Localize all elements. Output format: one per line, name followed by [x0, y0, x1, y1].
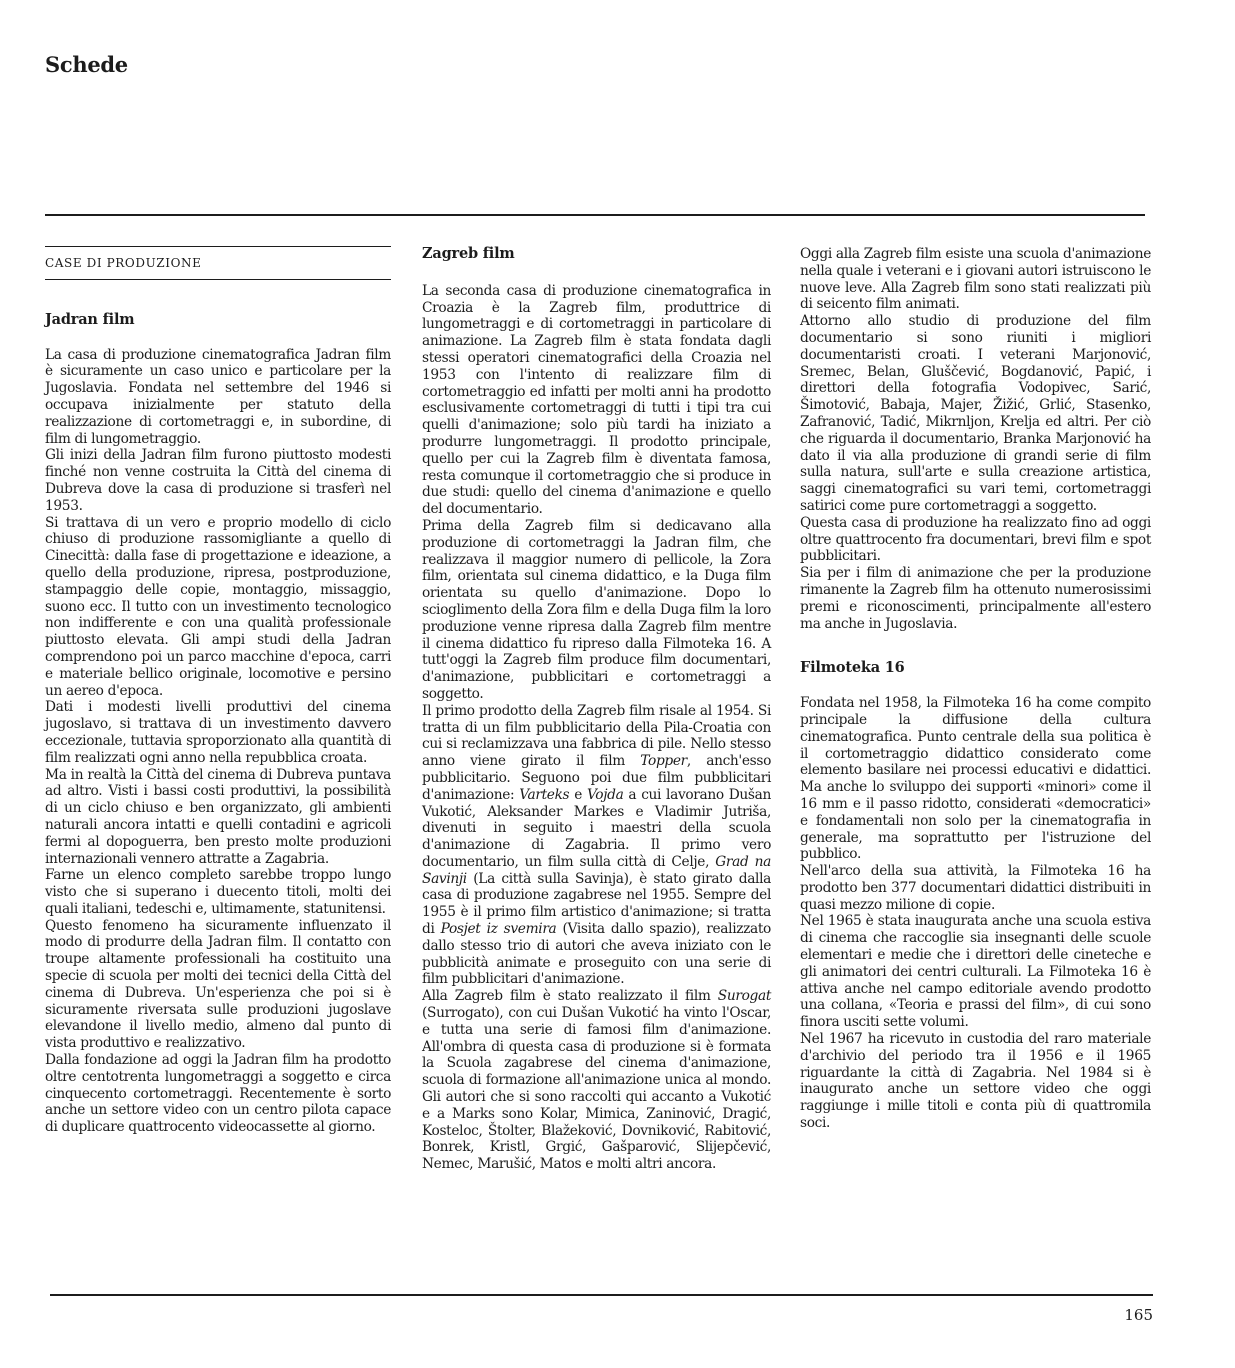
paragraph: Ma in realtà la Città del cinema di Dubreva puntava ad altro. Visti i bassi costi produttivi, la possibilità di un ciclo chiuso e ben organizzato, gli ambienti naturali ancora intatti e quelli contadini e agricoli fermi al dopoguerra, ben presto molte produzioni internazionali vennero attratte a Zagabria.: [45, 766, 391, 867]
paragraph: Dati i modesti livelli produttivi del cinema jugoslavo, si trattava di un investimento davvero eccezionale, tuttavia sproporzionato alla quantità di film realizzati ogni anno nella repubblica croata.: [45, 699, 391, 766]
page-number: 165: [1124, 1306, 1153, 1324]
heading-jadran-film: Jadran film: [45, 310, 135, 328]
text-run: (Surrogato), con cui Dušan Vukotić ha vinto l'Oscar, e tutta una serie di famosi film d'animazione. All'ombra di questa casa di produzione si è formata la Scuola zagabrese del cinema d'animazione, scuola di formazione all'animazione unica al mondo. Gli autori che si sono raccolti qui accanto a Vukotić e a Marks sono Kolar, Mimica, Zaninović, Dragić, Kosteloc, Štolter, Blažeković, Dovniković, Rabitović, Bonrek, Kristl, Grgić, Gašparović, Slijepčević, Nemec, Marušić, Matos e molti altri ancora.: [422, 1005, 771, 1173]
paragraph: Nel 1965 è stata inaugurata anche una scuola estiva di cinema che raccoglie sia insegnanti delle scuole elementari e medie che i direttori delle cineteche e gli animatori dei centri culturali. La Filmoteka 16 è attiva anche nel campo editoriale avendo prodotto una collana, «Teoria e prassi del film», di cui sono finora usciti sette volumi.: [800, 913, 1151, 1031]
paragraph: Farne un elenco completo sarebbe troppo lungo visto che si superano i duecento titoli, molti dei quali italiani, tedeschi e, ultimamente, statunitensi.: [45, 867, 391, 917]
column-right: [800, 246, 1151, 1132]
column-middle: [422, 246, 771, 1173]
paragraph: Oggi alla Zagreb film esiste una scuola d'animazione nella quale i veterani e i giovani autori istruiscono le nuove leve. Alla Zagreb film sono stati realizzati più di seicento film animati.: [800, 246, 1151, 313]
paragraph: Fondata nel 1958, la Filmoteka 16 ha come compito principale la diffusione della cultura cinematografica. Punto centrale della sua politica è il cortometraggio didattico considerato come elemento basilare nei processi educativi e didattici. Ma anche lo sviluppo dei supporti «minori» come il 16 mm e il passo ridotto, considerati «democratici» e fondamentali non solo per la cinematografia in generale, ma soprattutto per l'istruzione del pubblico.: [800, 695, 1151, 863]
paragraph: Gli inizi della Jadran film furono piuttosto modesti finché non venne costruita la Città del cinema di Dubreva dove la casa di produzione si trasferì nel 1953.: [45, 447, 391, 514]
paragraph: La casa di produzione cinematografica Jadran film è sicuramente un caso unico e particolare per la Jugoslavia. Fondata nel settembre del 1946 si occupava inizialmente per statuto della realizzazione di cortometraggi e, in subordine, di film di lungometraggio.: [45, 346, 391, 447]
text-run: Alla Zagreb film è stato realizzato il film: [422, 988, 718, 1005]
paragraph: Dalla fondazione ad oggi la Jadran film ha prodotto oltre centotrenta lungometraggi a soggetto e circa cinquecento cortometraggi. Recentemente è sorto anche un settore video con un centro pilota capace di duplicare quattrocento videocassette al giorno.: [45, 1052, 391, 1136]
heading-zagreb-film: Zagreb film: [422, 245, 515, 262]
section-label: CASE DI PRODUZIONE: [45, 246, 391, 280]
heading-filmoteka-16: Filmoteka 16: [800, 659, 905, 677]
text-run: a cui lavorano Dušan Vukotić, Aleksander Markes e Vladimir Jutriša, divenuti in seguito i maestri della scuola d'animazione di Zagabria. Il primo vero documentario, un film sulla città di Celje,: [422, 786, 771, 870]
paragraph: Nel 1967 ha ricevuto in custodia del raro materiale d'archivio del periodo tra il 1956 e il 1965 riguardante la città di Zagabria. Nel 1984 si è inaugurato anche un settore video che oggi raggiunge i mille titoli e conta più di quattromila soci.: [800, 1031, 1151, 1132]
text-run: e: [569, 786, 587, 803]
paragraph: La seconda casa di produzione cinematografica in Croazia è la Zagreb film, produttrice di lungometraggi e di cortometraggi in particolare di animazione. La Zagreb film è stata fondata dagli stessi operatori cinematografici della Croazia nel 1953 con l'intento di realizzare film di cortometraggio ed infatti per molti anni ha prodotto esclusivamente cortometraggi di tutti i tipi tra cui quelli d'animazione; solo più tardi ha iniziato a produrre lungometraggi. Il prodotto principale, quello per cui la Zagreb film è diventata famosa, resta comunque il cortometraggio che si produce in due studi: quello del cinema d'animazione e quello del documentario.: [422, 282, 771, 518]
text-run: Il primo prodotto della Zagreb film risale al 1954. Si tratta di un film pubblicitario della Pila-Croatia con cui si reclamizzava una fabbrica di pile. Nello stesso anno viene girato il film: [422, 702, 771, 770]
paragraph: Sia per i film di animazione che per la produzione rimanente la Zagreb film ha ottenuto numerosissimi premi e riconoscimenti, principalmente all'estero ma anche in Jugoslavia.: [800, 565, 1151, 632]
text-run: (La città sulla Savinja), è stato girato dalla casa di produzione zagabrese nel 1955. Sempre del 1955 è il primo film artistico d'animazione; si tratta di: [422, 870, 771, 938]
footer-rule: [50, 1294, 1153, 1296]
paragraph: [422, 988, 771, 1173]
page-title: Schede: [45, 52, 128, 77]
paragraph: Attorno allo studio di produzione del film documentario si sono riuniti i migliori documentaristi croati. I veterani Marjonović, Sremec, Belan, Gluščević, Bogdanović, Papić, i direttori della fotografia Vodopivec, Sarić, Šimotović, Babaja, Majer, Žižić, Grlić, Stasenko, Zafranović, Tadić, Mikrnljon, Krelja ed altri. Per ciò che riguarda il documentario, Branka Marjonović ha dato il via alla produzione di grandi serie di film sulla natura, sull'arte e sulla creazione artistica, saggi cinematografici su vari temi, cortometraggi satirici come pure cortometraggi a soggetto.: [800, 313, 1151, 514]
paragraph: Si trattava di un vero e proprio modello di ciclo chiuso di produzione rassomigliante a quello di Cinecittà: dalla fase di progettazione e ideazione, a quello della produzione, ripresa, postproduzione, stampaggio delle copie, montaggio, missaggio, suono ecc. Il tutto con un investimento tecnologico non indifferente e con una qualità professionale piuttosto elevata. Gli ampi studi della Jadran comprendono poi un parco macchine d'epoca, carri e materiale bellico originale, locomotive e persino un aereo d'epoca.: [45, 514, 391, 699]
paragraph: Prima della Zagreb film si dedicavano alla produzione di cortometraggi la Jadran film, che realizzava il maggior numero di pellicole, la Zora film, orientata sul cinema didattico, e la Duga film orientata su quello d'animazione. Dopo lo scioglimento della Zora film e della Duga film la loro produzione venne ripresa dalla Zagreb film mentre il cinema didattico fu ripreso dalla Filmoteka 16. A tutt'oggi la Zagreb film produce film documentari, d'animazione, pubblicitari e cortometraggi a soggetto.: [422, 517, 771, 702]
paragraph: [422, 703, 771, 989]
column-left: [45, 246, 391, 1136]
film-title: Varteks: [519, 786, 570, 803]
text-run: (Visita dallo spazio), realizzato dallo stesso trio di autori che aveva iniziato con le pubblicità animate e proseguito con una serie di film pubblicitari d'animazione.: [422, 921, 771, 988]
film-title: Vojda: [586, 786, 624, 803]
paragraph: Questo fenomeno ha sicuramente influenzato il modo di produrre della Jadran film. Il contatto con troupe altamente professionali ha costituito una specie di scuola per molti dei tecnici della Città del cinema di Dubreva. Un'esperienza che poi si è sicuramente riversata sulle produzioni jugoslave elevandone il livello medio, almeno dal punto di vista produttivo e realizzativo.: [45, 917, 391, 1052]
paragraph: Nell'arco della sua attività, la Filmoteka 16 ha prodotto ben 377 documentari didattici distribuiti in quasi mezzo milione di copie.: [800, 863, 1151, 913]
film-title: Surogat: [717, 988, 771, 1005]
header-rule: [45, 214, 1145, 216]
film-title: Posjet iz svemira: [440, 921, 557, 938]
film-title: Topper: [640, 753, 687, 770]
paragraph: Questa casa di produzione ha realizzato fino ad oggi oltre quattrocento fra documentari, brevi film e spot pubblicitari.: [800, 514, 1151, 565]
text-run: , anch'esso pubblicitario. Seguono poi due film pubblicitari d'animazione:: [422, 753, 771, 803]
film-title: Grad na Savinji: [422, 853, 771, 887]
